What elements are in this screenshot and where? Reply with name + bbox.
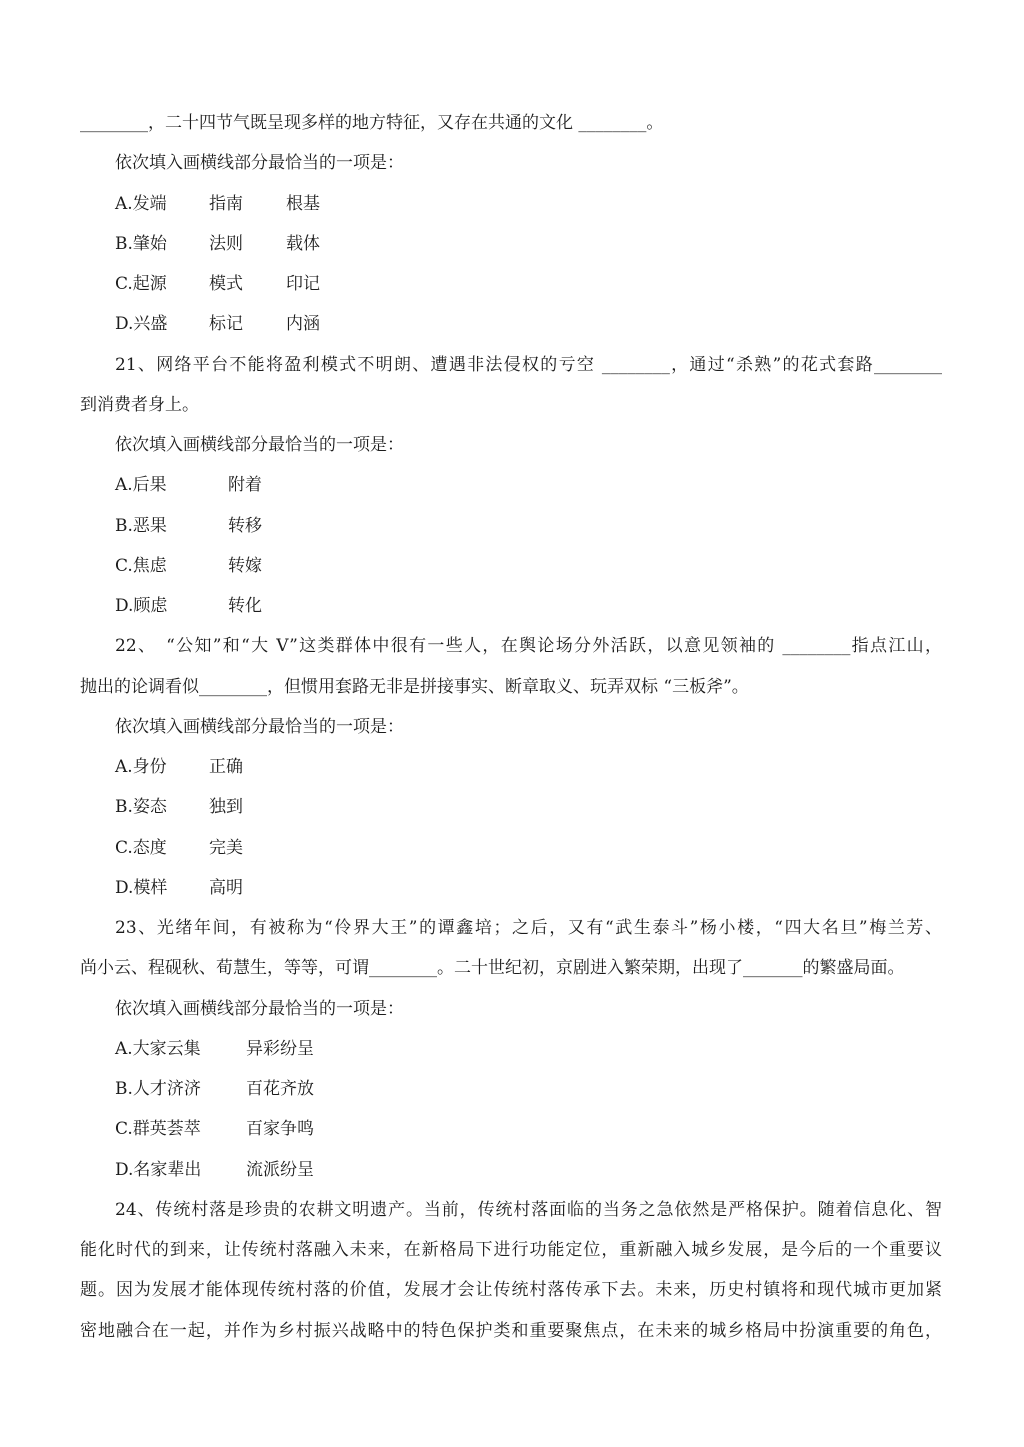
- option-cell: B.恶果: [115, 515, 167, 536]
- option-cell: 百花齐放: [246, 1079, 314, 1099]
- question-stem-line: 密地融合在一起，并作为乡村振兴战略中的特色保护类和重要聚焦点，在未来的城乡格局中扮演重要的角色，: [80, 1320, 942, 1341]
- option-cell: C.群英荟萃: [115, 1119, 201, 1140]
- question-prompt: 依次填入画横线部分最恰当的一项是：: [115, 998, 404, 1019]
- question-stem-line: 尚小云、程砚秋、荀慧生，等等，可谓________。二十世纪初，京剧进入繁荣期，出现了_______的繁盛局面。: [80, 958, 905, 979]
- question-22: [80, 626, 942, 908]
- document-page: [80, 103, 942, 1351]
- option-cell: 附着: [228, 475, 262, 496]
- option-row-c: [80, 264, 942, 304]
- option-cell: B.肇始: [115, 233, 167, 254]
- option-cell: 异彩纷呈: [246, 1038, 314, 1059]
- question-stem-line: 到消费者身上。: [80, 394, 199, 415]
- option-cell: 根基: [286, 193, 320, 214]
- question-stem-line: ________，二十四节气既呈现多样的地方特征，又存在共通的文化 ________。: [80, 113, 664, 133]
- option-cell: 内涵: [286, 314, 320, 335]
- option-cell: 转化: [228, 596, 262, 616]
- option-cell: 转嫁: [228, 555, 262, 576]
- option-row-d: [80, 304, 942, 344]
- option-row-d: [80, 868, 942, 908]
- option-row-d: [80, 1150, 942, 1190]
- option-cell: 高明: [209, 877, 243, 898]
- option-row-a: [80, 465, 942, 505]
- option-cell: 法则: [209, 233, 243, 254]
- option-row-a: [80, 184, 942, 224]
- option-row-d: [80, 586, 942, 626]
- question-23: [80, 908, 942, 1190]
- option-cell: 正确: [209, 757, 243, 777]
- option-row-c: [80, 828, 942, 868]
- question-prompt: 依次填入画横线部分最恰当的一项是：: [115, 716, 404, 737]
- option-cell: D.顾虑: [115, 596, 168, 616]
- option-cell: 印记: [286, 274, 320, 294]
- option-cell: A.身份: [115, 757, 167, 777]
- option-cell: D.模样: [115, 877, 168, 898]
- question-prompt: 依次填入画横线部分最恰当的一项是：: [115, 435, 404, 455]
- option-row-a: [80, 747, 942, 787]
- question-stem-line: 抛出的论调看似________，但惯用套路无非是拼接事实、断章取义、玩弄双标 “三板斧”。: [80, 676, 749, 697]
- option-cell: C.态度: [115, 837, 167, 858]
- option-row-c: [80, 1109, 942, 1149]
- question-stem-line: 23、光绪年间，有被称为“伶界大王”的谭鑫培；之后，又有“武生泰斗”杨小楼，“四大名旦”梅兰芳、: [115, 918, 942, 938]
- option-row-a: [80, 1029, 942, 1069]
- option-row-c: [80, 546, 942, 586]
- option-row-b: [80, 787, 942, 827]
- option-cell: A.发端: [115, 193, 167, 214]
- question-stem-line: 22、 “公知”和“大 V”这类群体中很有一些人，在舆论场分外活跃，以意见领袖的 ________指点江山，: [115, 636, 942, 657]
- option-cell: D.兴盛: [115, 314, 168, 335]
- option-cell: 标记: [209, 314, 243, 335]
- option-cell: 百家争鸣: [246, 1119, 314, 1140]
- question-stem-line: 能化时代的到来，让传统村落融入未来，在新格局下进行功能定位，重新融入城乡发展，是今后的一个重要议: [80, 1240, 942, 1260]
- question-stem-line: 24、传统村落是珍贵的农耕文明遗产。当前，传统村落面临的当务之急依然是严格保护。随着信息化、智: [115, 1199, 942, 1220]
- option-cell: 模式: [209, 274, 243, 294]
- option-cell: 完美: [209, 837, 243, 858]
- question-21: [80, 345, 942, 627]
- question-stem-line: 题。因为发展才能体现传统村落的价值，发展才会让传统村落传承下去。未来，历史村镇将和现代城市更加紧: [80, 1280, 942, 1301]
- option-cell: 载体: [286, 233, 320, 254]
- option-cell: 指南: [209, 193, 243, 214]
- option-cell: B.姿态: [115, 797, 167, 818]
- question-24: [80, 1190, 942, 1351]
- option-cell: 独到: [209, 797, 243, 818]
- question-prompt: 依次填入画横线部分最恰当的一项是：: [115, 153, 404, 174]
- question-stem-line: 21、网络平台不能将盈利模式不明朗、遭遇非法侵权的亏空 ________，通过“杀熟”的花式套路________: [115, 354, 942, 375]
- option-cell: 转移: [228, 515, 262, 536]
- option-row-b: [80, 506, 942, 546]
- question-continued: [80, 103, 942, 345]
- option-cell: 流派纷呈: [246, 1159, 314, 1180]
- option-cell: C.焦虑: [115, 555, 167, 576]
- option-cell: A.大家云集: [115, 1038, 201, 1059]
- option-row-b: [80, 224, 942, 264]
- option-cell: A.后果: [115, 475, 167, 496]
- option-cell: D.名家辈出: [115, 1159, 202, 1180]
- option-row-b: [80, 1069, 942, 1109]
- option-cell: B.人才济济: [115, 1079, 201, 1099]
- option-cell: C.起源: [115, 274, 167, 294]
